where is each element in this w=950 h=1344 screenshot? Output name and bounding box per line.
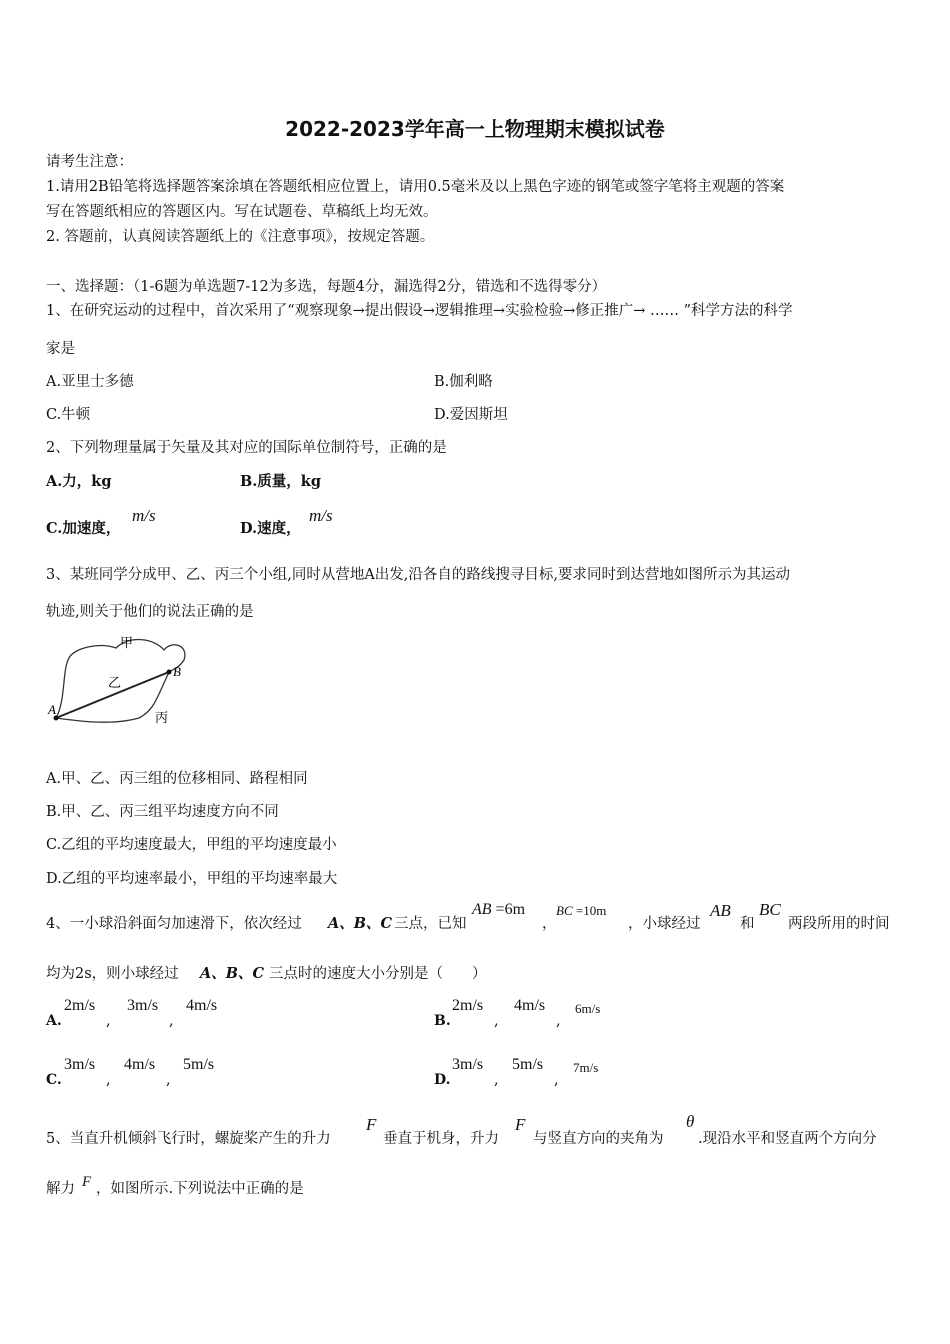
q4-stem-line2-part2: 三点时的速度大小分别是（ ）	[269, 966, 487, 982]
q2-option-c-unit: m/s	[132, 506, 156, 525]
q1-stem: 1、在研究运动的过程中，首次采用了“观察现象→提出假设→逻辑推理→实验检验→修正推广→ …… ”科学方法的科学	[46, 303, 793, 319]
q5-stem-part1: 5、当直升机倾斜飞行时，螺旋桨产生的升力	[46, 1131, 331, 1147]
q4-option-a-label: A.	[46, 1013, 62, 1029]
q3-stem: 3、某班同学分成甲、乙、丙三个小组,同时从营地A出发,沿各自的路线搜寻目标,要求同时到达营地如图所示为其运动	[46, 567, 791, 583]
q5-stem-part3: 与竖直方向的夹角为	[533, 1131, 664, 1147]
q4-option-a-sep1: ,	[106, 1013, 111, 1029]
q4-option-d-v3: 7m/s	[573, 1060, 599, 1075]
label-jia: 甲	[120, 635, 134, 650]
label-point-a: A	[48, 702, 56, 717]
q2-option-d-unit: m/s	[309, 506, 333, 525]
q4-option-b-v2: 4m/s	[514, 997, 546, 1014]
q5-stem-line2-part2: ，如图所示.下列说法中正确的是	[96, 1181, 304, 1197]
q4-option-c-sep1: ,	[106, 1072, 111, 1088]
q1-option-d: D.爱因斯坦	[434, 407, 508, 423]
q3-option-a: A.甲、乙、丙三组的位移相同、路程相同	[46, 771, 308, 787]
label-yi: 乙	[108, 675, 122, 690]
q2-option-a: A.力，kg	[46, 473, 112, 490]
q4-option-c-v1: 3m/s	[64, 1056, 96, 1073]
q4-option-c-label: C.	[46, 1072, 62, 1088]
q4-ab-symbol: AB	[710, 901, 731, 920]
q5-force-symbol-3: F	[82, 1174, 92, 1190]
q4-stem-line2-part1: 均为2s，则小球经过	[46, 966, 179, 982]
q4-option-c-sep2: ,	[166, 1072, 171, 1088]
q4-option-c-v3: 5m/s	[183, 1056, 215, 1073]
q4-option-a-v2: 3m/s	[127, 997, 159, 1014]
q5-force-symbol-2: F	[515, 1115, 526, 1134]
section-heading: 一、选择题：（1-6题为单选题7-12为多选，每题4分，漏选得2分，错选和不选得零分）	[46, 279, 607, 295]
label-point-b: B	[173, 664, 181, 679]
q4-option-a-sep2: ,	[169, 1013, 174, 1029]
notice-header: 请考生注意：	[46, 154, 133, 170]
q4-option-d-label: D.	[434, 1072, 451, 1088]
q1-option-c: C.牛顿	[46, 407, 91, 423]
page-title: 2022-2023学年高一上物理期末模拟试卷	[285, 117, 665, 141]
q4-stem-part4: 两段所用的时间	[788, 916, 890, 932]
q4-bc-value: BC =10m	[556, 903, 607, 918]
q2-option-c: C.加速度，	[46, 520, 121, 537]
q1-option-b: B.伽利略	[434, 374, 493, 390]
q4-option-b-label: B.	[434, 1013, 451, 1029]
q5-stem-part4: .现沿水平和竖直两个方向分	[698, 1131, 877, 1147]
q4-ab-value: AB =6m	[472, 901, 526, 918]
q4-option-d-v2: 5m/s	[512, 1056, 544, 1073]
q3-stem-cont: 轨迹,则关于他们的说法正确的是	[46, 604, 254, 620]
q3-option-d: D.乙组的平均速率最小，甲组的平均速率最大	[46, 871, 338, 887]
q4-stem-part1: 4、一小球沿斜面匀加速滑下，依次经过	[46, 916, 302, 932]
q4-points-2: A、B、C	[200, 965, 265, 982]
q4-option-c-v2: 4m/s	[124, 1056, 156, 1073]
q4-option-a-v1: 2m/s	[64, 997, 96, 1014]
q5-stem-line2-part1: 解力	[46, 1181, 75, 1197]
notice-line-1: 1.请用2B铅笔将选择题答案涂填在答题纸相应位置上，请用0.5毫米及以上黑色字迹的钢笔或签字笔将主观题的答案	[46, 179, 785, 195]
q4-option-b-sep1: ,	[494, 1013, 499, 1029]
q4-stem-part2: 三点，已知	[394, 916, 467, 932]
q5-force-symbol: F	[366, 1115, 377, 1134]
q2-stem: 2、下列物理量属于矢量及其对应的国际单位制符号，正确的是	[46, 440, 447, 456]
q2-option-d: D.速度，	[240, 520, 301, 537]
q4-option-d-sep1: ,	[494, 1072, 499, 1088]
q4-points: A、B、C	[328, 915, 393, 932]
notice-line-2: 2. 答题前，认真阅读答题纸上的《注意事项》，按规定答题。	[46, 229, 435, 245]
q4-bc-symbol: BC	[759, 900, 781, 919]
q3-trajectory-figure	[44, 630, 194, 730]
q4-and: 和	[740, 916, 755, 932]
q2-option-b: B.质量，kg	[240, 473, 321, 490]
q4-option-b-sep2: ,	[556, 1013, 561, 1029]
q1-stem-cont: 家是	[46, 341, 75, 357]
q4-option-d-sep2: ,	[554, 1072, 559, 1088]
q4-comma: ，	[542, 916, 557, 932]
q4-stem-part3: ，小球经过	[628, 916, 701, 932]
q4-option-a-v3: 4m/s	[186, 997, 218, 1014]
q5-stem-part2: 垂直于机身，升力	[383, 1131, 499, 1147]
notice-line-1-cont: 写在答题纸相应的答题区内。写在试题卷、草稿纸上均无效。	[46, 204, 438, 220]
q4-option-b-v3: 6m/s	[575, 1001, 601, 1016]
q4-option-b-v1: 2m/s	[452, 997, 484, 1014]
q4-option-d-v1: 3m/s	[452, 1056, 484, 1073]
q3-option-c: C.乙组的平均速度最大，甲组的平均速度最小	[46, 837, 337, 853]
q5-theta-symbol: θ	[686, 1112, 695, 1131]
q1-option-a: A.亚里士多德	[46, 374, 134, 390]
q3-option-b: B.甲、乙、丙三组平均速度方向不同	[46, 804, 279, 820]
label-bing: 丙	[155, 710, 169, 725]
point-b	[167, 670, 172, 675]
